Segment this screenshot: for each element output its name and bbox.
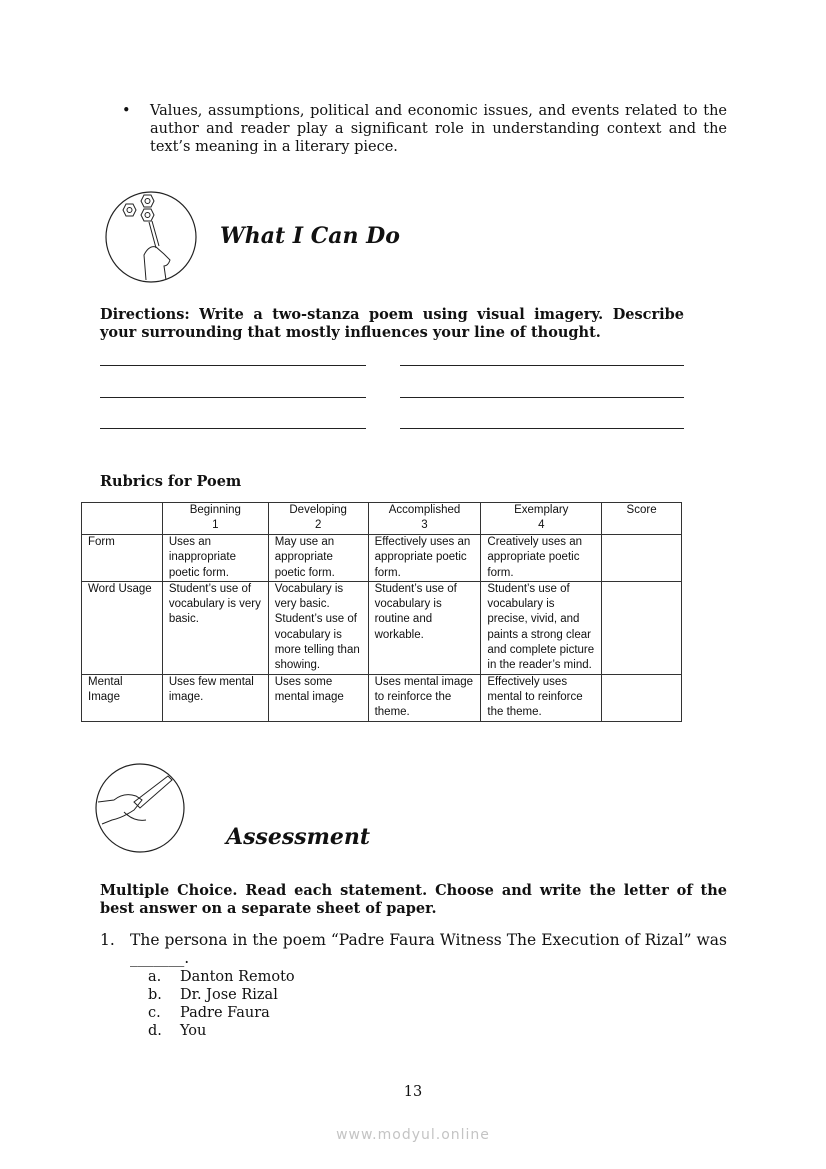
bullet-icon: •	[122, 103, 131, 119]
option-c[interactable]	[148, 1005, 270, 1021]
table-cell: Effectively uses an appropriate poetic form.	[368, 535, 481, 582]
rubric-table	[81, 502, 682, 722]
table-row	[82, 535, 682, 582]
table-cell: Uses an inappropriate poetic form.	[162, 535, 268, 582]
assessment-instructions: Multiple Choice. Read each statement. Choose and write the letter of the best answer on a separate sheet of paper.	[100, 882, 727, 917]
score-cell[interactable]	[602, 535, 682, 582]
header-label: Score	[626, 504, 657, 516]
wrench-hand-icon	[104, 190, 198, 284]
assessment-title: Assessment	[226, 824, 371, 850]
header-cell	[602, 503, 682, 535]
option-letter: d.	[148, 1023, 162, 1039]
header-cell	[368, 503, 481, 535]
table-row	[82, 581, 682, 674]
table-cell: Student’s use of vocabulary is precise, vivid, and paints a strong clear and complete picture in the reader’s mind.	[481, 581, 602, 674]
option-b[interactable]	[148, 987, 278, 1003]
criterion-cell: Mental Image	[82, 674, 163, 721]
watermark: www.modyul.online	[336, 1127, 490, 1143]
question-text: The persona in the poem “Padre Faura Witness The Execution of Rizal” was _______.	[130, 931, 727, 967]
directions-text: Directions: Write a two-stanza poem using visual imagery. Describe your surrounding that mostly influences your line of thought.	[100, 306, 684, 341]
table-cell: Effectively uses mental to reinforce the theme.	[481, 674, 602, 721]
option-text: Danton Remoto	[180, 969, 295, 985]
option-letter: b.	[148, 987, 162, 1003]
table-header-row	[82, 503, 682, 535]
answer-line[interactable]	[400, 428, 684, 429]
answer-line[interactable]	[400, 365, 684, 366]
table-cell: Creatively uses an appropriate poetic form.	[481, 535, 602, 582]
header-cell	[82, 503, 163, 535]
table-cell: Uses some mental image	[268, 674, 368, 721]
what-i-can-do-title: What I Can Do	[220, 223, 400, 249]
header-label: Developing	[289, 504, 347, 516]
header-score: 2	[314, 519, 322, 532]
table-cell: Vocabulary is very basic. Student’s use of vocabulary is more telling than showing.	[268, 581, 368, 674]
header-label: Accomplished	[388, 504, 461, 516]
rubric-title: Rubrics for Poem	[100, 473, 242, 490]
intro-bullet-text: Values, assumptions, political and economic issues, and events related to the author and reader play a significant role in understanding context and the text’s meaning in a literary piece.	[150, 103, 727, 155]
question-number: 1.	[100, 931, 115, 949]
option-a[interactable]	[148, 969, 295, 985]
table-cell: Student’s use of vocabulary is routine and workable.	[368, 581, 481, 674]
score-cell[interactable]	[602, 581, 682, 674]
answer-line[interactable]	[100, 365, 366, 366]
header-score: 1	[212, 519, 219, 532]
score-cell[interactable]	[602, 674, 682, 721]
answer-line[interactable]	[100, 428, 366, 429]
header-label: Beginning	[189, 504, 241, 516]
header-label: Exemplary	[514, 504, 569, 516]
header-score: 4	[538, 519, 545, 532]
table-cell: Uses mental image to reinforce the theme.	[368, 674, 481, 721]
header-cell	[162, 503, 268, 535]
option-text: You	[180, 1023, 207, 1039]
answer-line[interactable]	[100, 397, 366, 398]
header-cell	[268, 503, 368, 535]
criterion-cell: Word Usage	[82, 581, 163, 674]
writing-hand-icon	[94, 762, 186, 854]
table-cell: May use an appropriate poetic form.	[268, 535, 368, 582]
table-cell: Student’s use of vocabulary is very basic.	[162, 581, 268, 674]
table-cell: Uses few mental image.	[162, 674, 268, 721]
option-d[interactable]	[148, 1023, 207, 1039]
header-cell	[481, 503, 602, 535]
option-letter: c.	[148, 1005, 161, 1021]
answer-line[interactable]	[400, 397, 684, 398]
option-letter: a.	[148, 969, 162, 985]
header-score: 3	[421, 519, 428, 532]
criterion-cell: Form	[82, 535, 163, 582]
option-text: Padre Faura	[180, 1005, 270, 1021]
page-number: 13	[403, 1084, 423, 1100]
table-row	[82, 674, 682, 721]
option-text: Dr. Jose Rizal	[180, 987, 278, 1003]
